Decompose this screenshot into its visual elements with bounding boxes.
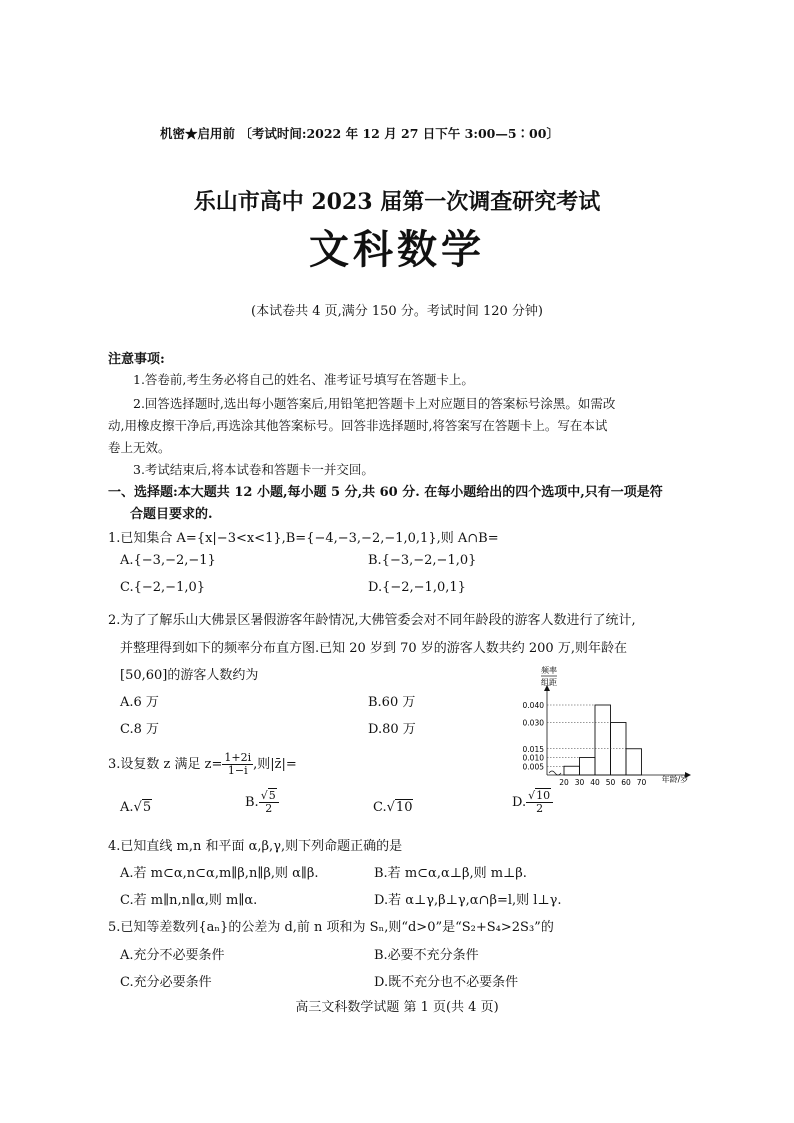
section1-line2: 合题目要求的. [130, 507, 213, 522]
q4-option-d: D.若 α⊥γ,β⊥γ,α∩β=l,则 l⊥γ. [374, 893, 562, 908]
q5-option-b: B.必要不充分条件 [374, 948, 479, 963]
x-tick-label: 60 [621, 778, 631, 787]
section1-line1: 一、选择题:本大题共 12 小题,每小题 5 分,共 60 分. 在每小题给出的四个选项中,只有一项是符 [108, 485, 663, 500]
histogram-bar-50-60 [611, 723, 627, 776]
q3-option-b [245, 790, 279, 815]
note-3: 3.考试结束后,将本试卷和答题卡一并交回。 [133, 462, 374, 477]
q3-option-c: C.√10 [373, 800, 413, 815]
q2-line1: 2.为了了解乐山大佛景区暑假游客年龄情况,大佛管委会对不同年龄段的游客人数进行了统计, [108, 613, 636, 628]
y-tick-label: 0.010 [522, 753, 544, 763]
q3-c-radicand: 10 [395, 800, 413, 815]
q5-option-c: C.充分必要条件 [120, 975, 212, 990]
q1-option-b: B.{−3,−2,−1,0} [368, 553, 477, 568]
x-tick-label: 20 [559, 778, 569, 787]
q3-b-fraction: $\frac{√5}{2}$ [259, 790, 279, 815]
x-tick-label: 50 [605, 778, 616, 787]
axis-break [549, 771, 561, 775]
histogram-bar-40-50 [595, 705, 611, 775]
q1-option-c: C.{−2,−1,0} [120, 580, 206, 595]
x-tick-label: 30 [574, 778, 585, 787]
q3-option-a: A.√5 [120, 800, 152, 815]
q1-stem: 1.已知集合 A={x|−3<x<1},B={−4,−3,−2,−1,0,1},则 A∩B= [108, 531, 499, 546]
x-tick-label: 40 [590, 778, 600, 787]
q2-option-a: A.6 万 [120, 695, 159, 710]
q3-d-den: 2 [536, 802, 544, 815]
confidential-line: 机密★启用前 〔考试时间:2022 年 12 月 27 日下午 3:00—5∶00〕 [160, 126, 559, 141]
q2-line2: 并整理得到如下的频率分布直方图.已知 20 岁到 70 岁的游客人数共约 200 万,则年龄在 [120, 641, 627, 656]
x-tick-label: 70 [636, 778, 647, 787]
y-tick-label: 0.015 [522, 744, 544, 754]
q3-d-radicand: 10 [536, 789, 551, 802]
q5-option-a: A.充分不必要条件 [120, 948, 225, 963]
exam-title: 乐山市高中 2023 届第一次调查研究考试 [193, 189, 601, 215]
q3-b-label: B. [245, 795, 259, 810]
chart-ylabel-bottom: 组距 [541, 678, 557, 687]
q3-stem-suffix: ,则|z̄|= [253, 757, 297, 772]
q5-option-d: D.既不充分也不必要条件 [374, 975, 519, 990]
histogram-chart [505, 660, 695, 790]
q3-option-d [512, 790, 553, 815]
q3-fraction [222, 752, 253, 777]
note-1: 1.答卷前,考生务必将自己的姓名、准考证号填写在答题卡上。 [133, 372, 474, 387]
note-2a: 2.回答选择题时,选出每小题答案后,用铅笔把答题卡上对应题目的答案标号涂黑。如需改 [133, 396, 616, 411]
histogram-bar-30-40 [580, 758, 596, 776]
q2-option-b: B.60 万 [368, 695, 416, 710]
q3-a-label: A. [120, 800, 134, 815]
q2-option-c: C.8 万 [120, 722, 160, 737]
q3-b-radicand: 5 [268, 789, 276, 802]
q5-stem: 5.已知等差数列{aₙ}的公差为 d,前 n 项和为 Sₙ,则“d>0”是“S₂+S₄>2S₃”的 [108, 920, 554, 935]
q3-d-fraction: $\frac{√10}{2}$ [526, 790, 553, 815]
subject-title: 文科数学 [309, 226, 485, 273]
q3-frac-num: 1+2i [224, 751, 252, 764]
q3-stem [108, 752, 297, 777]
exam-subtitle: (本试卷共 4 页,满分 150 分。考试时间 120 分钟) [251, 304, 543, 319]
q3-c-label: C. [373, 800, 387, 815]
page-footer: 高三文科数学试题 第 1 页(共 4 页) [295, 1000, 499, 1015]
q3-frac-den: 1−i [227, 764, 248, 777]
chart-ylabel-top: 频率 [541, 666, 557, 675]
q1-option-d: D.{−2,−1,0,1} [368, 580, 466, 595]
y-tick-label: 0.030 [522, 718, 544, 728]
q1-option-a: A.{−3,−2,−1} [120, 553, 216, 568]
histogram-bar-60-70 [626, 749, 642, 775]
q3-a-radicand: 5 [142, 800, 152, 815]
q4-option-a: A.若 m⊂α,n⊂α,m∥β,n∥β,则 α∥β. [120, 866, 319, 881]
note-2c: 卷上无效。 [108, 440, 171, 455]
q3-stem-prefix: 3.设复数 z 满足 z= [108, 757, 223, 772]
q3-b-den: 2 [265, 802, 273, 815]
q3-d-label: D. [512, 795, 527, 810]
chart-xlabel: 年龄/岁 [661, 775, 689, 784]
y-tick-label: 0.005 [522, 762, 544, 772]
notes-heading: 注意事项: [108, 352, 165, 367]
q4-option-b: B.若 m⊂α,α⊥β,则 m⊥β. [374, 866, 527, 881]
note-2b: 动,用橡皮擦干净后,再选涂其他答案标号。回答非选择题时,将答案写在答题卡上。写在本试 [108, 418, 608, 433]
q4-option-c: C.若 m∥n,n∥α,则 m∥α. [120, 893, 258, 908]
q4-stem: 4.已知直线 m,n 和平面 α,β,γ,则下列命题正确的是 [108, 839, 403, 854]
y-tick-label: 0.040 [522, 701, 544, 710]
histogram-bar-20-30 [564, 766, 580, 775]
q2-option-d: D.80 万 [368, 722, 416, 737]
q2-line3: [50,60]的游客人数约为 [120, 668, 259, 683]
